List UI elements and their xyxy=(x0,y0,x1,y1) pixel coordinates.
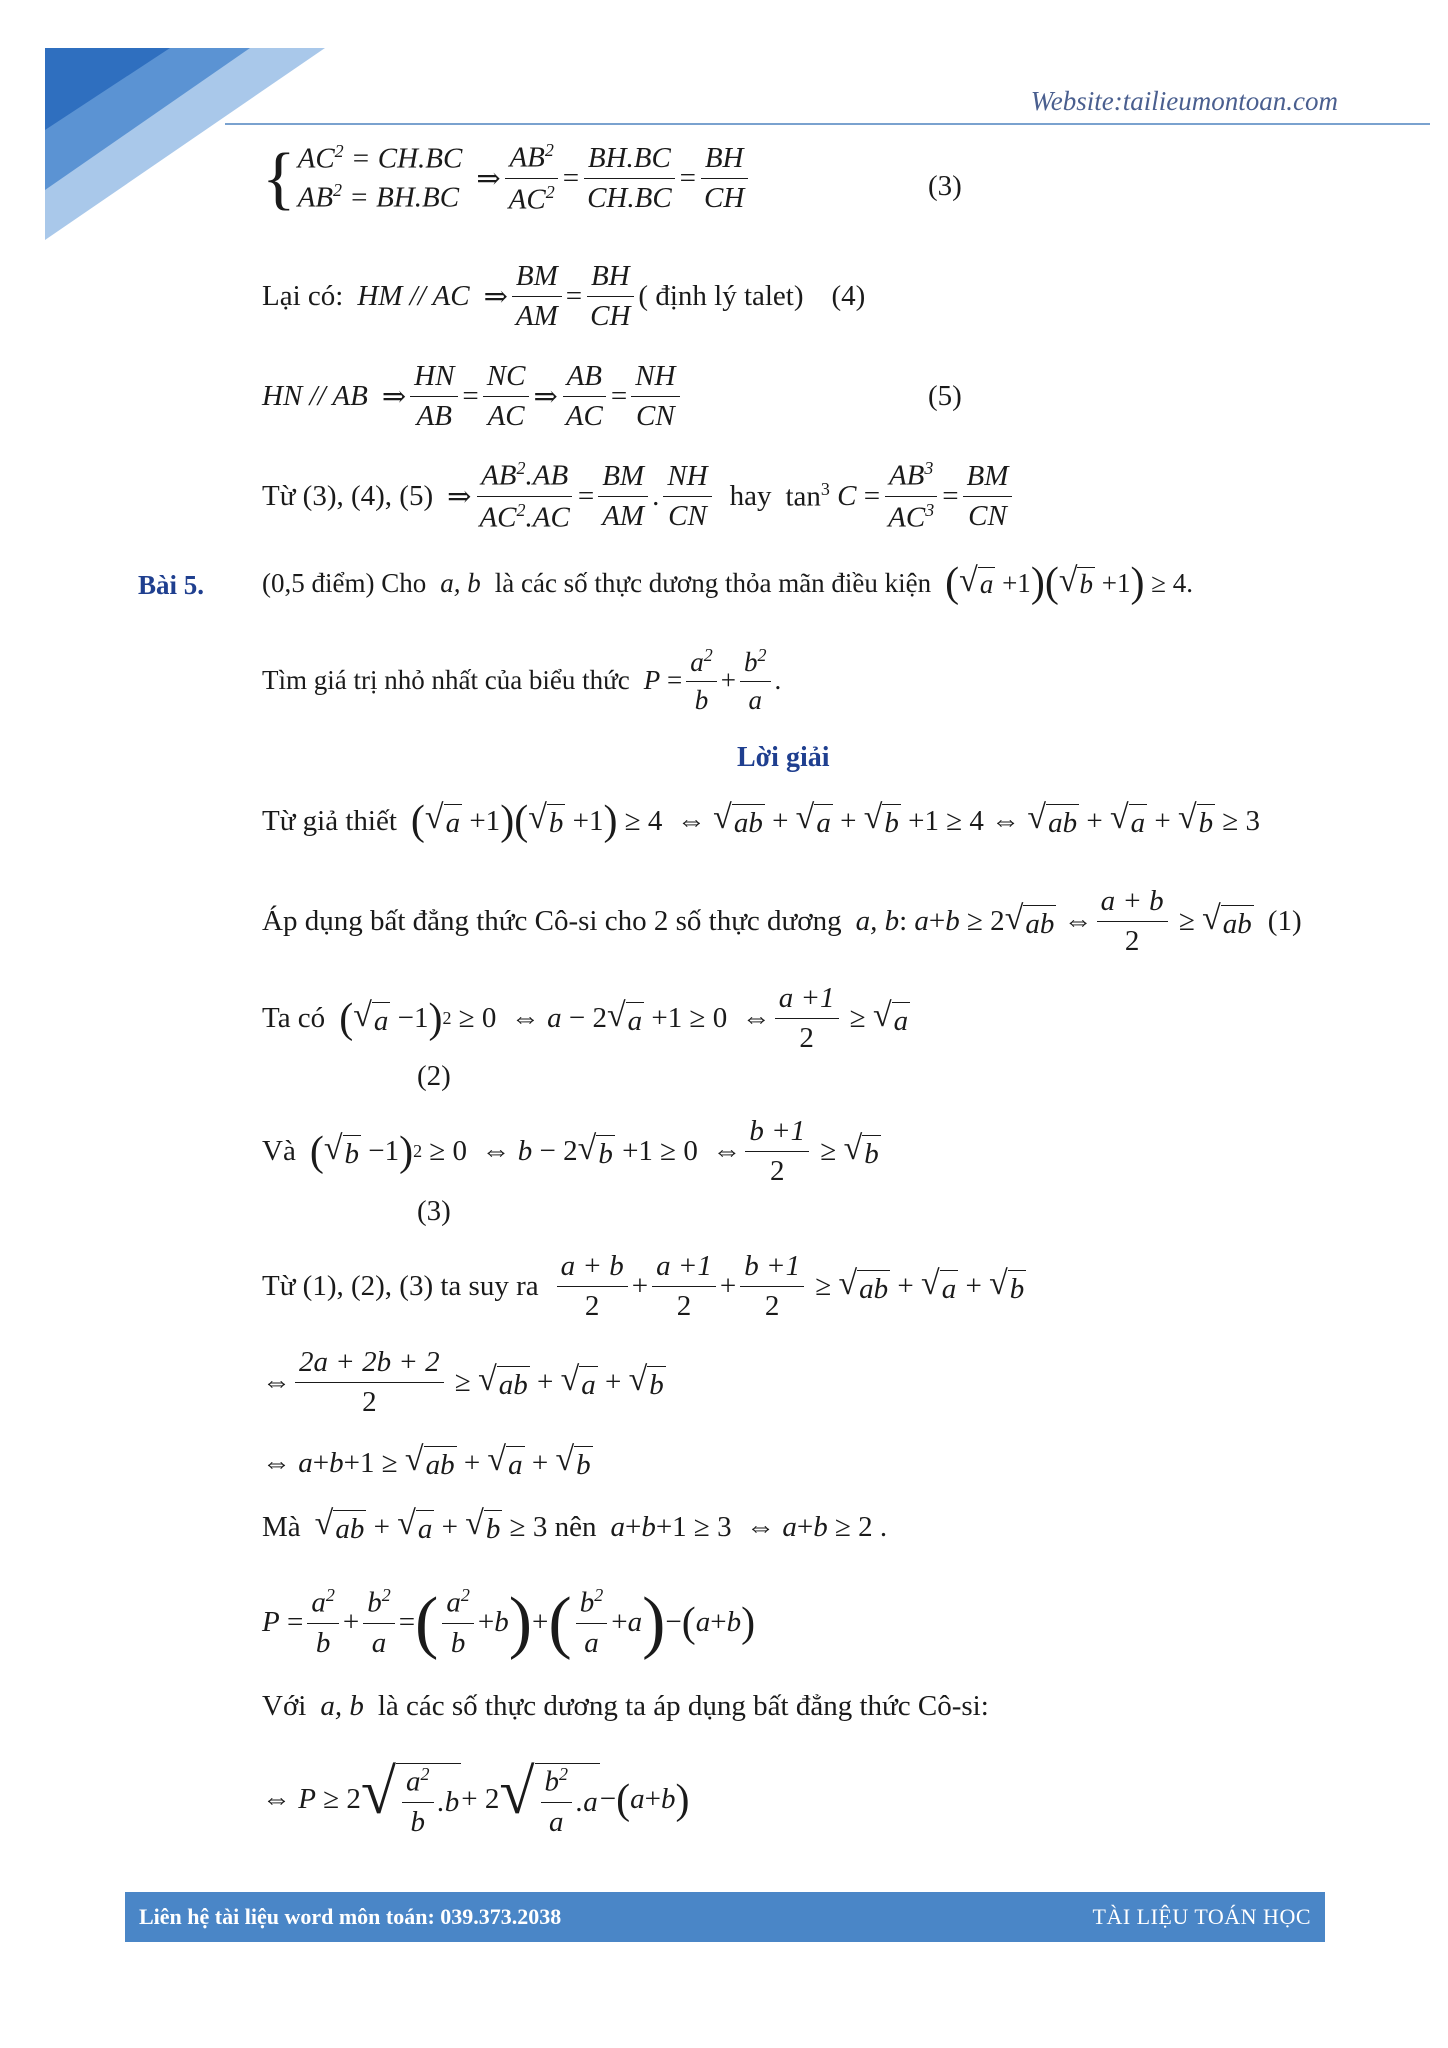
find-min: Tìm giá trị nhỏ nhất của biểu thức P = $\frac{a^2}{b}$ + $\frac{b^2}{a}$ . xyxy=(262,645,782,716)
footer-contact: Liên hệ tài liệu word môn toán: 039.373.2038 xyxy=(139,1904,562,1929)
equation-4: Lại có: HM // AC ⇒ $\frac{BM}{AM}$ = $\frac{BH}{CH}$ ( định lý talet) (4) xyxy=(262,260,866,333)
voi-text: Với xyxy=(262,1690,307,1722)
bai-5-label: Bài 5. xyxy=(138,570,205,600)
equation-tan: Từ (3), (4), (5) ⇒ $\frac{AB^2.AB}{AC^2.AC}$ = $\frac{BM}{AM}$ . $\frac{NH}{CN}$ hay $\tan^3$ C = $\frac{AB^3}{AC^3}$ = $\frac{BM}{CN}$ xyxy=(262,458,1016,535)
step-voi: Với a, b là các số thực dương ta áp dụng bất đẳng thức Cô-si: xyxy=(262,1690,989,1722)
step-sum: Từ (1), (2), (3) ta suy ra $\frac{a + b}{2}$ + $\frac{a +1}{2}$ + $\frac{b +1}{2}$ ≥ √ ab + √ a + √ b xyxy=(262,1250,1025,1323)
step-p-expand: P = $\frac{a^2}{b}$ + $\frac{b^2}{a}$ = ( $\frac{a^2}{b}$ + b ) + ( $\frac{b^2}{a}$ + a ) − ( a + b ) xyxy=(262,1583,756,1661)
hay-text: hay xyxy=(729,480,772,512)
va-text: Và xyxy=(262,1135,296,1168)
ma-text: Mà xyxy=(262,1510,301,1543)
tag-4: (4) xyxy=(831,280,866,313)
header-divider xyxy=(225,123,1430,125)
footer-brand: TÀI LIỆU TOÁN HỌC xyxy=(1092,1904,1311,1929)
website-header: Website:tailieumontoan.com xyxy=(1030,86,1338,116)
nen-text: nên xyxy=(554,1510,597,1543)
lai-co-text: Lại có: xyxy=(262,280,344,313)
tu-345-text: Từ (3), (4), (5) xyxy=(262,480,434,512)
bai-5-statement: (0,5 điểm) Cho a, b là các số thực dương thỏa mãn điều kiện ( √ a +1 ) ( √ b +1 ) ≥ 4. xyxy=(262,560,1194,606)
tag-2: (2) xyxy=(417,1060,451,1092)
equation-5: HN // AB ⇒ $\frac{HN}{AB}$ = $\frac{NC}{AC}$ ⇒ $\frac{AB}{AC}$ = $\frac{NH}{CN}$ xyxy=(262,360,684,434)
tag-3b: (3) xyxy=(417,1195,451,1227)
step-final: ⇔ P ≥ 2 √ $\frac{a^2}{b}$ .b + 2 √ $\frac{b^2}{a}$ .a − ( a + b ) xyxy=(262,1756,690,1838)
ap-dung-text: Áp dụng bất đẳng thức Cô-si cho 2 số thực dương xyxy=(262,905,842,938)
dinh-ly-text: ( định lý talet) xyxy=(638,280,804,313)
tag-3: (3) xyxy=(928,170,962,202)
footer-bar xyxy=(125,1892,1325,1942)
step-cosi-1: Áp dụng bất đẳng thức Cô-si cho 2 số thực dương a, b : a + b ≥ 2 √ ab ⇔ $\frac{a + b}{2}$ ≥ √ ab (1) xyxy=(262,885,1302,958)
tu-123-text: Từ (1), (2), (3) ta suy ra xyxy=(262,1270,539,1303)
step-equiv-1: ⇔ $\frac{2a + 2b + 2}{2}$ ≥ √ ab + √ a + √ b xyxy=(262,1346,664,1419)
bai-cond: là các số thực dương thỏa mãn điều kiện xyxy=(494,567,932,598)
voi-rest-text: là các số thực dương ta áp dụng bất đẳng thức Cô-si: xyxy=(377,1690,989,1722)
step-ta-co: Ta có ( √ a −1 ) 2 ≥ 0 ⇔ a − 2 √ a +1 ≥ 0 ⇔ $\frac{a +1}{2}$ ≥ √ a xyxy=(262,982,909,1055)
step-gia-thiet: Từ giả thiết ( √ a +1 ) ( √ b +1 ) ≥ 4 ⇔ √ ab + √ a + √ b +1 ≥ 4 ⇔ √ ab + √ a + √ b ≥ 3 xyxy=(262,798,1261,844)
ta-co-text: Ta có xyxy=(262,1002,326,1035)
equation-system-3: { $AC^2 = CH.BC$ $AB^2 = BH.BC$ ⇒ $\frac{AB^2}{AC^2}$ = $\frac{BH.BC}{CH.BC}$ = $\frac{BH}{CH}$ xyxy=(262,140,752,217)
tag-5: (5) xyxy=(928,380,962,412)
step-va: Và ( √ b −1 ) 2 ≥ 0 ⇔ b − 2 √ b +1 ≥ 0 ⇔ $\frac{b +1}{2}$ ≥ √ b xyxy=(262,1115,879,1188)
loi-giai-heading: Lời giải xyxy=(737,742,830,773)
bai-intro: (0,5 điểm) Cho xyxy=(262,567,427,598)
tim-text: Tìm giá trị nhỏ nhất của biểu thức xyxy=(262,665,630,696)
step-ma: Mà √ ab + √ a + √ b ≥ 3 nên a + b +1 ≥ 3 ⇔ a + b ≥ 2 . xyxy=(262,1507,887,1547)
step-equiv-2: ⇔ a + b +1 ≥ √ ab + √ a + √ b xyxy=(262,1443,593,1483)
tu-gia-thiet-text: Từ giả thiết xyxy=(262,804,397,837)
tag-1: (1) xyxy=(1267,905,1302,938)
